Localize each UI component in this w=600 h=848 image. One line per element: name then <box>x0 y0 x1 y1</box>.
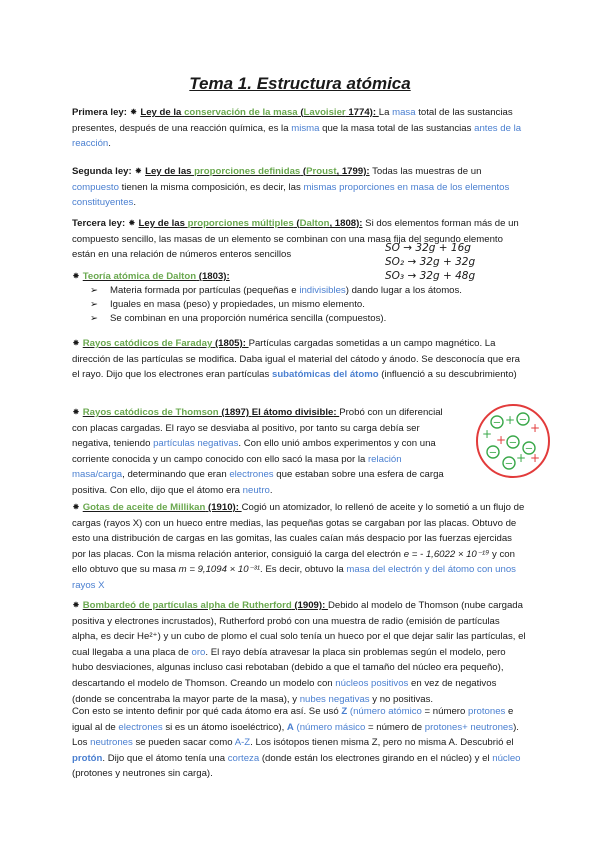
bullet-glyph: ⁕ <box>72 338 83 349</box>
section-name: Rayos catódicos de Thomson <box>82 407 219 418</box>
paragraph-atomic-numbers: Con esto se intento definir por qué cada átomo era así. Se usó Z (número atómico = número protones e igual al de electrones si es un átomo isoeléctrico), A (número másico = número de protones+ neutrones). Los neutrones se pueden sacar como A-Z. Los isótopos tienen misma Z, pero no misma A. Descubrió el protón. Dijo que el átomo tenía una corteza (donde están los electrones girando en el núcleo) y el núcleo (protones y neutrones sin carga). <box>72 706 521 780</box>
law-label: Tercera ley: <box>72 218 128 229</box>
law-label: Segunda ley: <box>72 166 135 177</box>
paragraph-second-law <box>72 164 528 211</box>
handwritten-line-3: SO₃ → 32g + 48g <box>385 270 476 282</box>
list-item: ➢ Iguales en masa (peso) y propiedades, un mismo elemento. <box>90 299 365 310</box>
positive-charge-sign: + <box>495 433 507 447</box>
section-name: Gotas de aceite de Millikan <box>82 502 206 513</box>
positive-charge-sign: + <box>529 451 541 465</box>
law-name: Ley de las proporciones múltiples (Dalton, 1808): <box>138 218 363 229</box>
dalton-theory-list <box>90 284 520 326</box>
law-name: Ley de la conservación de la masa (Lavoisier 1774): <box>140 107 379 118</box>
page-title: Tema 1. Estructura atómica <box>189 74 411 93</box>
electron-sign: − <box>508 437 518 449</box>
paragraph-rutherford: ⁕ Bombardeó de partículas alpha de Rutherford (1909): Debido al modelo de Thomson (nube cargada positiva y electrones incrustados), Rutherford probó con una muestra de radio (emisión de partículas alpha, es decir He²⁺) y un cubo de plomo el cual solo tenía un hueco por el que dejar salir las partículas, el cual llegaba a una placa de oro. El rayo debía atravesar la placa sin problemas según el modelo, pero hubo desviaciones, algunas incluso casi rebotaban (debido a que el tamaño del núcleo era pequeño), descartando el modelo de Thomson. Creando un modelo con núcleos positivos en vez de negativos (donde se concentraba la mayor parte de la masa), y nubes negativas y no positivas. <box>72 600 526 705</box>
handwritten-line-2: SO₂ → 32g + 32g <box>385 256 476 268</box>
law-name: Ley de las proporciones definidas (Proust, 1799): <box>145 166 370 177</box>
paragraph-millikan: ⁕ Gotas de aceite de Millikan (1910): Cogió un atomizador, lo rellenó de aceite y lo sometió a un flujo de cargas (rayos X) con un hueco entre medias, las pequeñas gotas se cargaban por las placas. Obtuvo de esto una distribución de cargas en las gomitas, las cuales caían más despacio por las fuerzas ejercidas por las placas. Con la misma relación anterior, consiguió la carga del electrón e = - 1,6022 × 10⁻¹⁹ y con ello obtuvo que su masa m = 9,1094 × 10⁻³¹. Es decir, obtuvo la masa del electrón y del átomo con unos rayos X <box>72 502 525 591</box>
section-name: Teoría atómica de Dalton <box>82 271 197 282</box>
positive-charge-sign: + <box>515 451 527 465</box>
electron-sign: − <box>518 414 528 426</box>
positive-charge-sign: + <box>529 421 541 435</box>
bullet-glyph: ⁕ <box>72 407 83 418</box>
list-item: ➢ Se combinan en una proporción numérica sencilla (compuestos). <box>90 313 387 324</box>
paragraph-first-law <box>72 105 528 152</box>
arrow-icon: ➢ <box>90 313 99 324</box>
electron-sign: − <box>492 417 502 429</box>
positive-charge-sign: + <box>481 427 493 441</box>
section-name: Bombardeó de partículas alpha de Rutherford <box>82 600 292 611</box>
electron-sign: − <box>488 447 498 459</box>
bullet-glyph: ⁕ <box>127 218 139 229</box>
positive-charge-sign: + <box>504 413 516 427</box>
law-text: Todas las muestras de un compuesto tienen la misma composición, es decir, las mismas proporciones en masa de los elementos constituyentes. <box>72 166 510 209</box>
handwritten-line-1: SO → 32g + 16g <box>385 242 471 254</box>
arrow-icon: ➢ <box>90 299 99 310</box>
dalton-theory-heading: ⁕ Teoría atómica de Dalton (1803): <box>72 271 230 282</box>
paragraph-faraday: ⁕ Rayos catódicos de Faraday (1805): Partículas cargadas sometidas a un campo magnético. La dirección de las partículas se modifica. Daba igual el material del cátodo y ánodo. Se desconocía que era el rayo. Dijo que los electrones eran partículas subatómicas del átomo (influenció a su descubrimiento) <box>72 338 520 381</box>
electron-group <box>482 413 540 470</box>
bullet-glyph: ⁕ <box>134 166 146 177</box>
section-name: Rayos catódicos de Faraday <box>82 338 213 349</box>
arrow-icon: ➢ <box>90 285 99 296</box>
law-text: Si dos elementos forman más de un compuesto sencillo, las masas de un elemento se combinan con una masa fija del segundo elemento están en una relación de números enteros sencillos <box>72 218 519 261</box>
bullet-glyph: ⁕ <box>72 600 83 611</box>
bullet-glyph: ⁕ <box>72 271 83 282</box>
paragraph-thomson: ⁕ Rayos catódicos de Thomson (1897) El átomo divisible: Probó con un diferencial con placas cargadas. El rayo se desviaba al positivo, por tanto su carga debía ser negativa, teniendo partículas negativas. Con ello unió ambos experimentos y con una corriente conocida y un campo conocido con ello sacó la masa por la relación masa/carga, determinando que eran electrones que estaban sobre una esfera de carga positiva. Con ello, dijo que el átomo era neutro. <box>72 407 444 496</box>
bullet-glyph: ⁕ <box>72 502 83 513</box>
law-text: La masa total de las sustancias presentes, después de una reacción química, es la misma que la masa total de las sustancias antes de la reacción. <box>72 107 522 150</box>
electron-sign: − <box>524 443 534 455</box>
list-item: ➢ Materia formada por partículas (pequeñas e indivisibles) dando lugar a los átomos. <box>90 285 462 296</box>
electron-sign: − <box>504 458 514 470</box>
law-label: Primera ley: <box>72 107 130 118</box>
bullet-glyph: ⁕ <box>129 107 141 118</box>
thomson-atom-drawing <box>473 400 553 482</box>
